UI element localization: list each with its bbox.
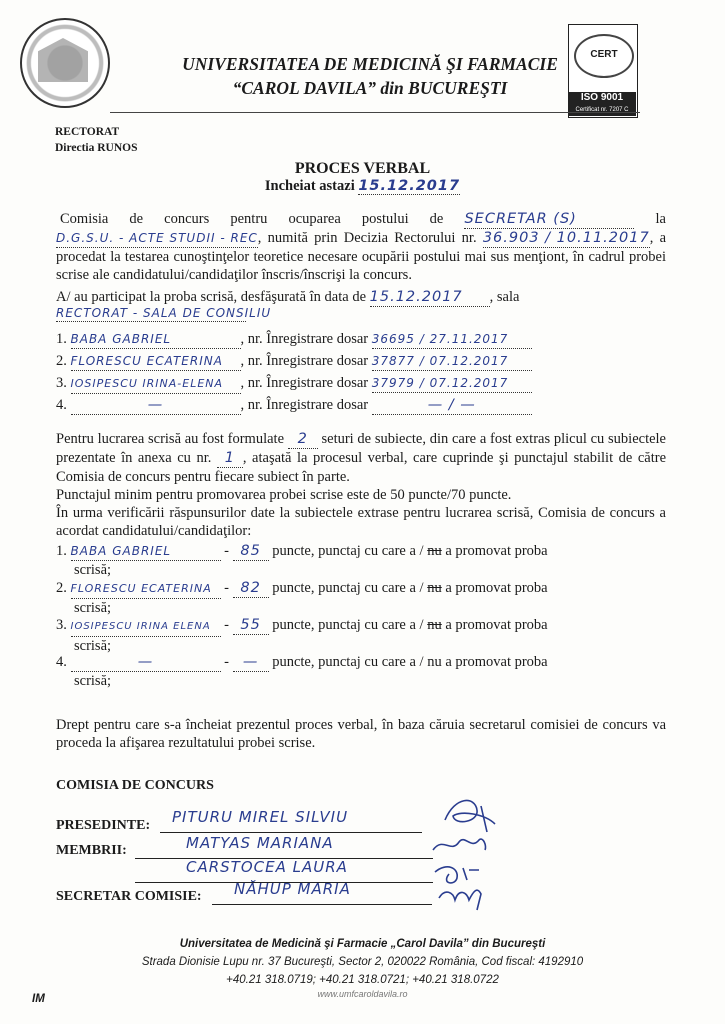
result-scrisa: scrisă; xyxy=(74,562,112,578)
result-row xyxy=(56,653,666,690)
department-label: RECTORAT xyxy=(55,126,120,138)
footer-university: Universitatea de Medicină şi Farmacie „Carol Davila” din Bucureşti xyxy=(179,938,546,950)
committee-heading: COMISIA DE CONCURS xyxy=(56,778,214,793)
president-name: PITURU MIREL SILVIU xyxy=(172,808,349,826)
intro-text-d: , a procedat la testarea cunoştinţelor teoretice necesare ocupării postului mai sus menţiont, în cadrul probei scrise ale candidatului/candidaţilor înscris/înscrişi la concurs. xyxy=(56,230,666,283)
iso-label: ISO 9001 xyxy=(580,92,624,103)
university-line: UNIVERSITATEA DE MEDICINĂ ŞI FARMACIE xyxy=(182,54,558,74)
intro-text-c: , numită prin Decizia Rectorului nr. xyxy=(257,230,477,246)
result-score: 55 xyxy=(233,616,269,635)
participant-row xyxy=(56,352,666,374)
subjects-paragraph xyxy=(56,430,666,540)
registration-label: , nr. Înregistrare dosar xyxy=(240,353,369,369)
document-title: PROCES VERBAL xyxy=(294,160,431,177)
result-dash: - xyxy=(224,580,229,596)
participant-file: — / — xyxy=(372,396,532,415)
result-number: 1. xyxy=(56,543,67,559)
cert-label: CERT xyxy=(590,49,618,60)
footer-address: Strada Dionisie Lupu nr. 37 Bucureşti, Sector 2, 020022 România, Cod fiscal: 4192910 xyxy=(141,956,584,968)
participant-number: 1. xyxy=(56,331,67,347)
result-name: BABA GABRIEL xyxy=(71,542,221,561)
registration-label: , nr. Înregistrare dosar xyxy=(240,331,369,347)
concluded-label: Incheiat astazi xyxy=(264,178,355,194)
result-nu: nu xyxy=(427,654,442,670)
cert-logo-icon xyxy=(574,34,634,78)
result-number: 4. xyxy=(56,654,67,670)
university-name-line: “CAROL DAVILA” din BUCUREŞTI xyxy=(232,78,508,98)
president-label: PRESEDINTE: xyxy=(56,818,151,833)
result-text-a: puncte, punctaj cu care a / xyxy=(272,617,424,633)
participant-number: 2. xyxy=(56,353,67,369)
exam-line xyxy=(56,288,666,307)
unit-value: D.G.S.U. - ACTE STUDII - REC xyxy=(56,229,258,248)
iso-certificate-number: Certificat nr. 7207 C xyxy=(575,107,629,113)
result-dash: - xyxy=(224,617,229,633)
secretary-name: NĂHUP MARIA xyxy=(234,880,351,898)
result-scrisa: scrisă; xyxy=(74,673,112,689)
subjects-text-a: Pentru lucrarea scrisă au fost formulate xyxy=(56,431,285,447)
participant-name: — xyxy=(71,396,241,415)
footer xyxy=(0,935,725,989)
results-list xyxy=(56,542,666,690)
result-text-a: puncte, punctaj cu care a / xyxy=(272,654,424,670)
president-line xyxy=(160,832,422,833)
department-block xyxy=(55,124,138,156)
room-dotted-line xyxy=(56,321,246,322)
annex-number: 1 xyxy=(217,449,243,468)
intro-paragraph xyxy=(56,210,666,284)
registration-label: , nr. Înregistrare dosar xyxy=(240,375,369,391)
result-nu-struck: nu xyxy=(427,617,442,633)
sets-count: 2 xyxy=(288,430,318,449)
participant-row xyxy=(56,396,666,418)
concluded-line xyxy=(0,178,725,195)
footer-phones: +40.21 318.0719; +40.21 318.0721; +40.21 318.0722 xyxy=(226,974,499,986)
room-value: RECTORAT - SALA DE CONSILIU xyxy=(56,306,272,320)
registration-label: , nr. Înregistrare dosar xyxy=(240,397,369,413)
author-initials: IM xyxy=(32,993,45,1005)
participant-number: 4. xyxy=(56,397,67,413)
verification-text: În urma verificării răspunsurilor date la subiectele extrase pentru lucrarea scrisă, Comisia de concurs a acordat candidatului/candidaţilor: xyxy=(56,505,666,539)
result-scrisa: scrisă; xyxy=(74,638,112,654)
intro-text-a: Comisia de concurs pentru ocuparea postului de xyxy=(60,211,444,227)
participants-list xyxy=(56,330,666,418)
members-label: MEMBRII: xyxy=(56,843,127,858)
result-score: 82 xyxy=(233,579,269,598)
participant-file: 36695 / 27.11.2017 xyxy=(372,330,532,349)
president-signature xyxy=(445,801,495,832)
member2-signature xyxy=(435,867,479,883)
subjects-text-b: seturi de subiecte, din care a fost extras plicul cu subiectele prezentate în anexa cu nr. xyxy=(56,431,666,466)
result-score: — xyxy=(233,653,269,672)
result-name: — xyxy=(71,653,221,672)
intro-text-b: la xyxy=(655,211,666,227)
subjects-text-c: , ataşată la procesul verbal, care cuprinde şi punctajul stabilit de către Comisia de concurs pentru fiecare subiect în parte. xyxy=(56,450,667,485)
member1-name: MATYAS MARIANA xyxy=(186,834,334,852)
result-nu-struck: nu xyxy=(427,580,442,596)
exam-text-a: A/ au participat la proba scrisă, desfăşurată în data de xyxy=(56,289,367,305)
result-text-a: puncte, punctaj cu care a / xyxy=(272,543,424,559)
secretary-signature xyxy=(439,890,481,910)
result-name: FLORESCU ECATERINA xyxy=(71,580,221,599)
decision-value: 36.903 / 10.11.2017 xyxy=(482,230,650,246)
university-title xyxy=(170,52,570,100)
result-row xyxy=(56,616,666,653)
result-text-a: puncte, punctaj cu care a / xyxy=(272,580,424,596)
signatures-graphic xyxy=(425,788,505,913)
closing-paragraph: Drept pentru care s-a încheiat prezentul proces verbal, în baza căruia secretarul comisiei de concurs va proceda la afişarea rezultatului probei scrise. xyxy=(56,717,666,751)
result-scrisa: scrisă; xyxy=(74,600,112,616)
result-dash: - xyxy=(224,654,229,670)
exam-date: 15.12.2017 xyxy=(370,288,490,307)
result-name: IOSIPESCU IRINA ELENA xyxy=(71,618,221,637)
participant-name: BABA GABRIEL xyxy=(71,330,241,349)
participant-name: FLORESCU ECATERINA xyxy=(71,352,241,371)
header-divider xyxy=(110,112,640,113)
result-row xyxy=(56,542,666,579)
participant-file: 37979 / 07.12.2017 xyxy=(372,374,532,393)
result-row xyxy=(56,579,666,616)
result-text-b: a promovat proba xyxy=(445,580,548,596)
member1-signature xyxy=(433,839,486,850)
result-score: 85 xyxy=(233,542,269,561)
member2-name: CARSTOCEA LAURA xyxy=(186,858,348,876)
result-number: 3. xyxy=(56,617,67,633)
result-text-b: a promovat proba xyxy=(445,654,548,670)
result-nu-struck: nu xyxy=(427,543,442,559)
concluded-date: 15.12.2017 xyxy=(358,178,461,194)
participant-number: 3. xyxy=(56,375,67,391)
result-dash: - xyxy=(224,543,229,559)
footer-website: www.umfcaroldavila.ro xyxy=(317,989,408,999)
secretary-label: SECRETAR COMISIE: xyxy=(56,889,202,904)
participant-row xyxy=(56,330,666,352)
secretary-line xyxy=(212,904,432,905)
participant-file: 37877 / 07.12.2017 xyxy=(372,352,532,371)
result-text-b: a promovat proba xyxy=(445,617,548,633)
division-label: Directia RUNOS xyxy=(55,142,138,154)
min-score-text: Punctajul minim pentru promovarea probei scrise este de 50 puncte/70 puncte. xyxy=(56,487,512,503)
position-value: SECRETAR (S) xyxy=(464,210,634,229)
result-number: 2. xyxy=(56,580,67,596)
exam-text-b: , sala xyxy=(489,289,520,305)
result-text-b: a promovat proba xyxy=(445,543,548,559)
participant-row xyxy=(56,374,666,396)
participant-name: IOSIPESCU IRINA-ELENA xyxy=(71,375,241,394)
